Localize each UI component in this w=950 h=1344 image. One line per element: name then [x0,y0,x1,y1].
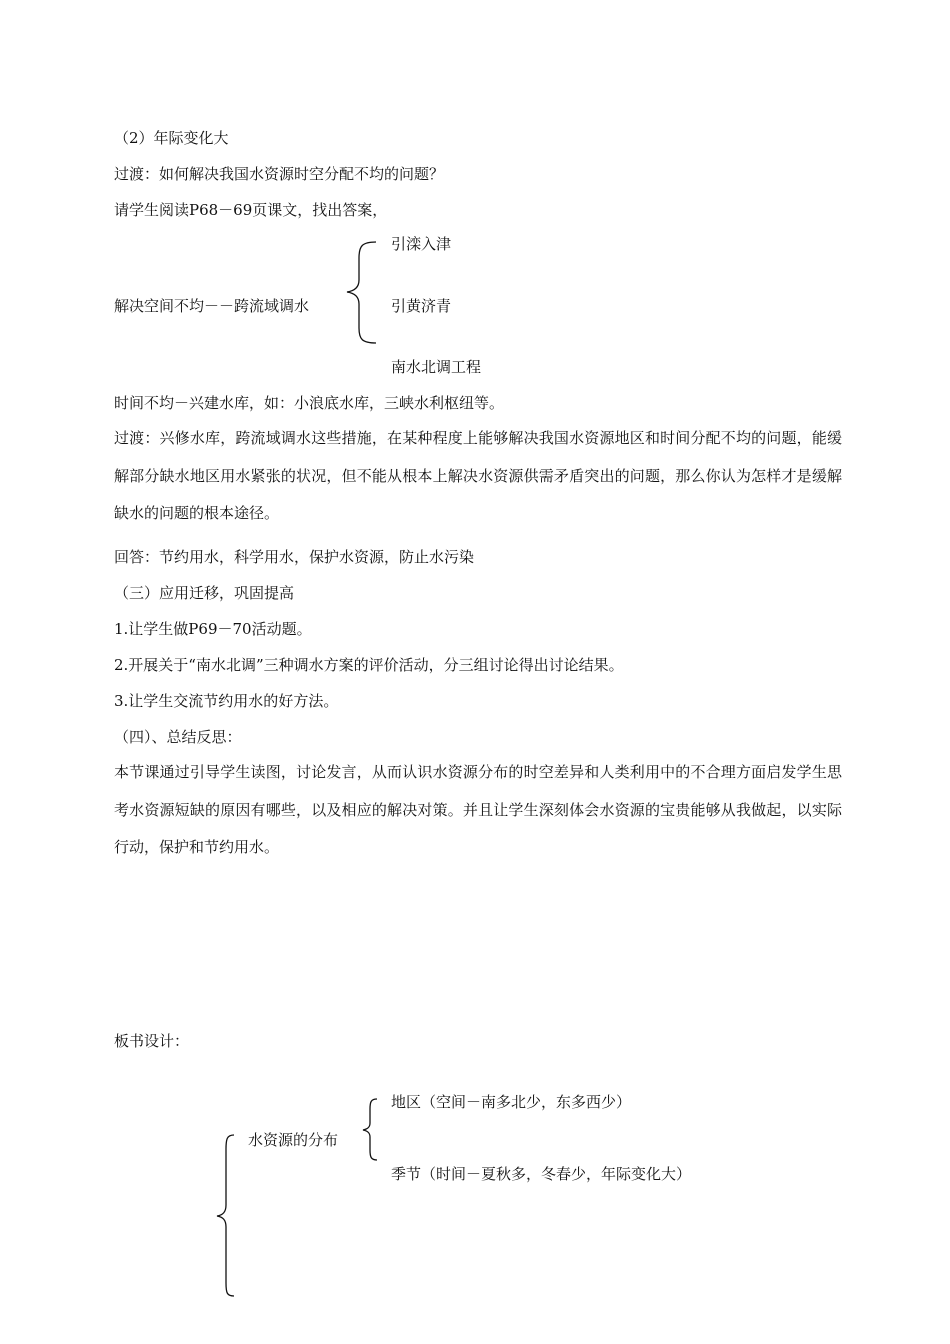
board-branch-region: 地区（空间－南多北少，东多西少） [391,1093,632,1111]
time-uneven-solution: 时间不均－兴建水库，如：小浪底水库，三峡水利枢纽等。 [114,394,505,412]
transition-question: 过渡：如何解决我国水资源时空分配不均的问题？ [114,165,445,183]
curly-brace-board-outer [214,1133,238,1298]
section-four-heading: （四）、总结反思： [114,728,242,746]
space-uneven-solution: 解决空间不均－－跨流域调水 [114,297,310,315]
reading-instruction: 请学生阅读P68－69页课文，找出答案， [114,201,388,219]
summary-paragraph: 本节课通过引导学生读图，讨论发言，从而认识水资源分布的时空差异和人类利用中的不合理方面启发学生思考水资源短缺的原因有哪些，以及相应的解决对策。并且让学生深刻体会水资源的宝贵能够从我做起，以实际行动，保护和节约用水。 [114,763,842,856]
curly-brace-board-branches [360,1097,380,1162]
transition-paragraph: 过渡：兴修水库，跨流域调水这些措施，在某种程度上能够解决我国水资源地区和时间分配不均的问题，能缓解部分缺水地区用水紧张的状况，但不能从根本上解决水资源供需矛盾突出的问题，那么你认为怎样才是缓解缺水的问题的根本途径。 [114,429,842,522]
project-luan-to-tianjin: 引滦入津 [391,235,452,253]
activity-item-2: 2.开展关于“南水北调”三种调水方案的评价活动，分三组讨论得出讨论结果。 [114,656,624,674]
project-yellow-to-qingdao: 引黄济青 [391,297,452,315]
project-south-north-diversion: 南水北调工程 [391,358,482,376]
curly-brace-projects [342,240,378,345]
activity-item-1: 1.让学生做P69－70活动题。 [114,620,312,638]
answer-line: 回答：节约用水，科学用水，保护水资源，防止水污染 [114,548,475,566]
board-node-water-distribution: 水资源的分布 [248,1131,339,1149]
activity-item-3: 3.让学生交流节约用水的好方法。 [114,692,339,710]
board-branch-season: 季节（时间－夏秋多，冬春少，年际变化大） [391,1165,692,1183]
interannual-line: （2）年际变化大 [114,129,229,147]
board-design-heading: 板书设计： [114,1032,190,1050]
section-three-heading: （三）应用迁移，巩固提高 [114,584,295,602]
